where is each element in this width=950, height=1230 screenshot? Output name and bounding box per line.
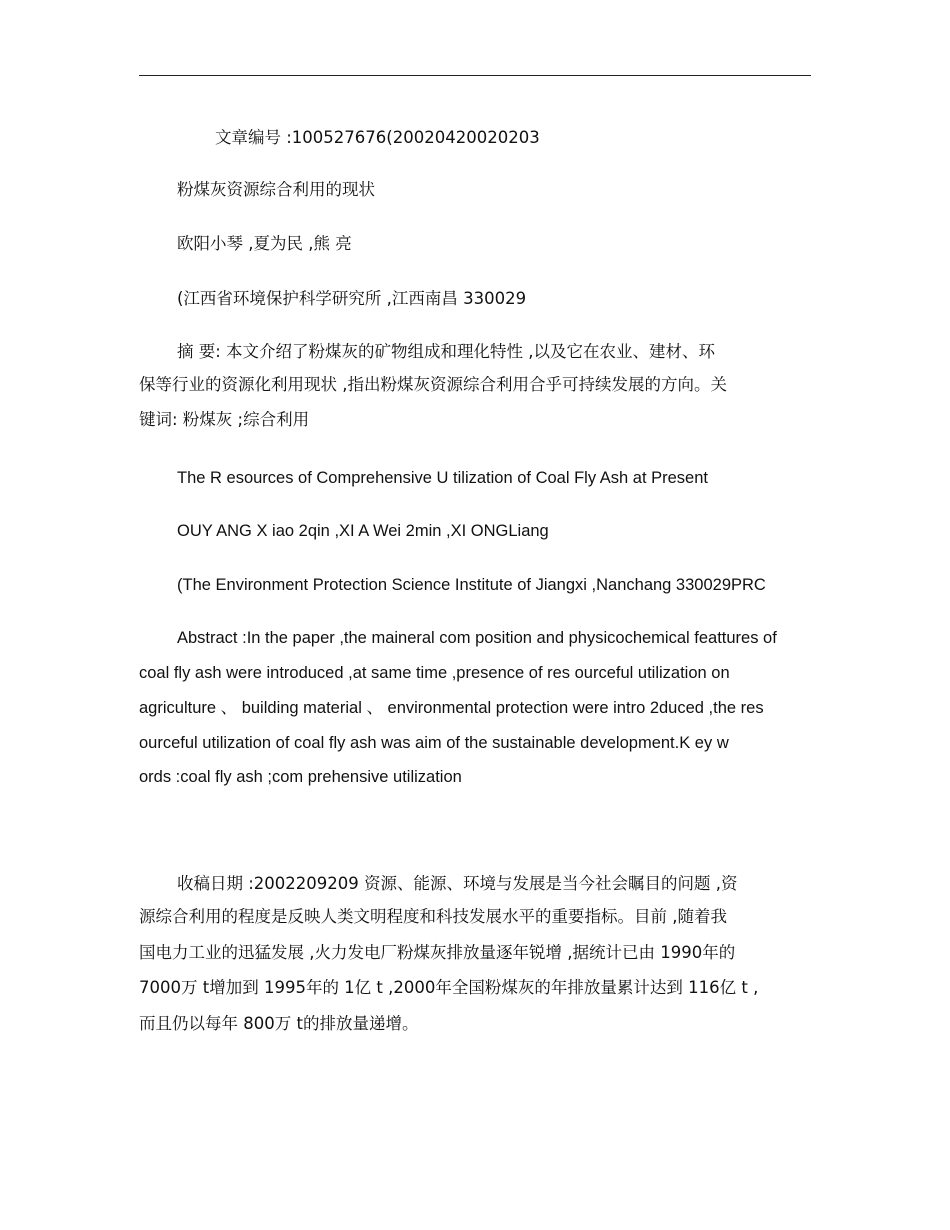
title-chinese: 粉煤灰资源综合利用的现状 bbox=[177, 180, 375, 199]
abstract-english-line-2: coal fly ash were introduced ,at same time ,presence of res ourceful utilization on bbox=[139, 664, 730, 682]
authors-chinese: 欧阳小琴 ,夏为民 ,熊 亮 bbox=[177, 234, 352, 253]
affiliation-english: (The Environment Protection Science Institute of Jiangxi ,Nanchang 330029PRC bbox=[177, 576, 766, 594]
header-rule bbox=[139, 75, 811, 76]
body-line-2: 源综合利用的程度是反映人类文明程度和科技发展水平的重要指标。目前 ,随着我 bbox=[139, 907, 727, 926]
body-line-1: 收稿日期 :2002209209 资源、能源、环境与发展是当今社会瞩目的问题 ,资 bbox=[177, 874, 738, 893]
body-line-3: 国电力工业的迅猛发展 ,火力发电厂粉煤灰排放量逐年锐增 ,据统计已由 1990年的 bbox=[139, 943, 736, 962]
keywords-english: ords :coal fly ash ;com prehensive utilization bbox=[139, 768, 462, 786]
article-number: 文章编号 :100527676(20020420020203 bbox=[215, 128, 540, 147]
abstract-english-line-1: Abstract :In the paper ,the maineral com position and physicochemical feattures of bbox=[177, 629, 777, 647]
abstract-english-line-4: ourceful utilization of coal fly ash was aim of the sustainable development.K ey w bbox=[139, 734, 729, 752]
keywords-chinese: 键词: 粉煤灰 ;综合利用 bbox=[139, 410, 310, 429]
body-line-5: 而且仍以每年 800万 t的排放量递增。 bbox=[139, 1014, 419, 1033]
abstract-english-line-3: agriculture 、 building material 、 environmental protection were intro 2duced ,the res bbox=[139, 699, 764, 717]
authors-english: OUY ANG X iao 2qin ,XI A Wei 2min ,XI ONGLiang bbox=[177, 522, 549, 540]
abstract-chinese-line-1: 摘 要: 本文介绍了粉煤灰的矿物组成和理化特性 ,以及它在农业、建材、环 bbox=[177, 342, 716, 361]
abstract-chinese-line-2: 保等行业的资源化利用现状 ,指出粉煤灰资源综合利用合乎可持续发展的方向。关 bbox=[139, 375, 727, 394]
affiliation-chinese: (江西省环境保护科学研究所 ,江西南昌 330029 bbox=[177, 289, 527, 308]
body-line-4: 7000万 t增加到 1995年的 1亿 t ,2000年全国粉煤灰的年排放量累计达到 116亿 t , bbox=[139, 978, 759, 997]
title-english: The R esources of Comprehensive U tilization of Coal Fly Ash at Present bbox=[177, 469, 708, 487]
